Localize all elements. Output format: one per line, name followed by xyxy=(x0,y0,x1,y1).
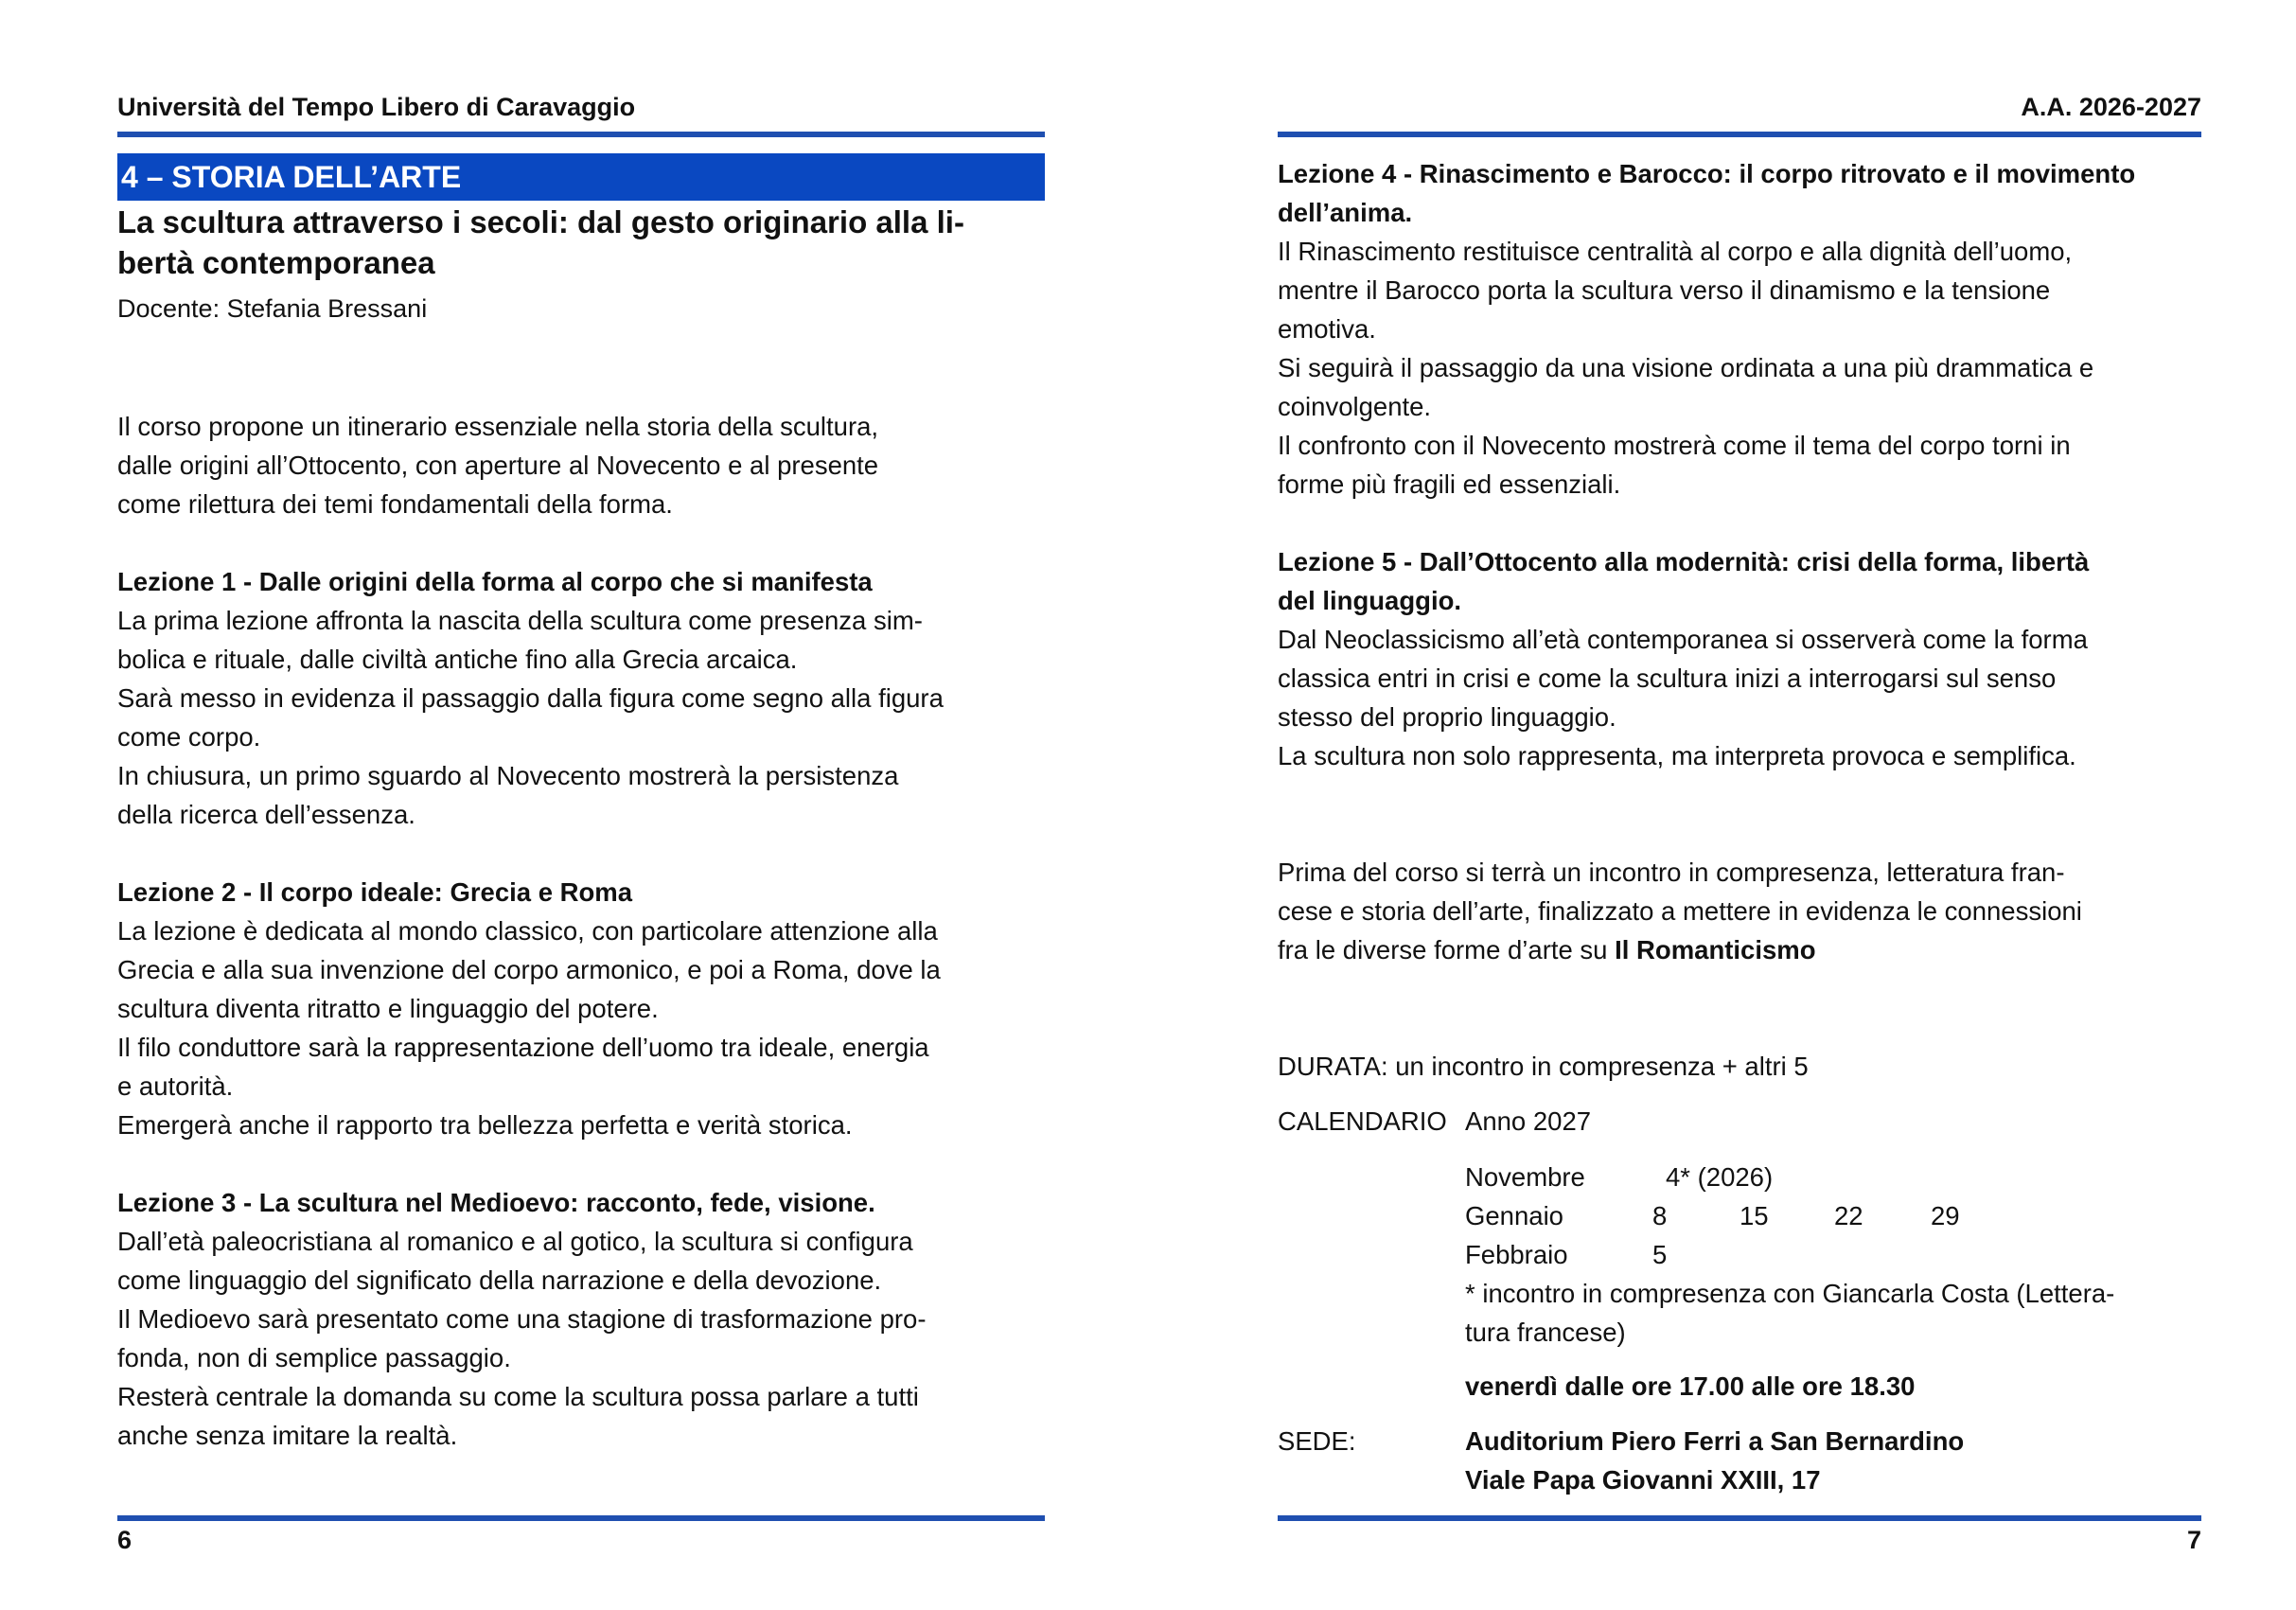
day-item: 4* (2026) xyxy=(1666,1162,1774,1192)
calendar-year: Anno 2027 xyxy=(1465,1106,1592,1136)
footer-rule xyxy=(117,1515,1045,1521)
month-novembre: Novembre xyxy=(1465,1162,1585,1192)
left-page xyxy=(117,0,1045,1610)
left-header: Università del Tempo Libero di Caravaggio xyxy=(117,93,636,121)
lesson-title: Lezione 5 - Dall’Ottocento alla modernità: crisi della forma, libertà xyxy=(1278,547,2090,576)
day-item: 8 xyxy=(1652,1201,1668,1230)
day-item: 15 xyxy=(1740,1201,1769,1230)
copresence-paragraph: Prima del corso si terrà un incontro in compresenza, letteratura fran- cese e storia dell’arte, finalizzato a mettere in evidenza le connessioni fra le diverse forme d’arte su Il Romanticismo xyxy=(1278,858,2082,964)
course-title: La scultura attraverso i secoli: dal gesto originario alla li- bertà contemporanea xyxy=(117,204,964,280)
month-febbraio: Febbraio xyxy=(1465,1240,1568,1269)
right-page xyxy=(1278,0,2201,1610)
venue-label: SEDE: xyxy=(1278,1426,1356,1456)
month-gennaio: Gennaio xyxy=(1465,1201,1563,1230)
lesson-4: Lezione 4 - Rinascimento e Barocco: il corpo ritrovato e il movimento dell’anima. Il Rinascimento restituisce centralità al corpo e alla dignità dell’uomo, mentre il Barocco porta la scultura verso il dinamismo e la tensione emotiva. Si seguirà il passaggio da una visione ordinata a una più drammatica e coinvolgente. Il confronto con il Novecento mostrerà come il tema del corpo torni in forme più fragili ed essenziali. xyxy=(1278,154,2201,504)
lesson-5: Lezione 5 - Dall’Ottocento alla modernità: crisi della forma, libertà del linguaggio. Dal Neoclassicismo all’età contemporanea si osserverà come la forma classica entri in crisi e come la scultura inizi a interrogarsi sul senso stesso del proprio linguaggio. La scultura non solo rappresenta, ma interpreta provoca e semplifica. xyxy=(1278,542,2201,775)
calendar-label: CALENDARIO xyxy=(1278,1106,1447,1136)
footer-rule xyxy=(1278,1515,2201,1521)
lesson-2: Lezione 2 - Il corpo ideale: Grecia e Roma La lezione è dedicata al mondo classico, con particolare attenzione alla Grecia e alla sua invenzione del corpo armonico, e poi a Roma, dove la scultura diventa ritratto e linguaggio del potere. Il filo conduttore sarà la rappresentazione dell’uomo tra ideale, energia e autorità. Emergerà anche il rapporto tra bellezza perfetta e verità storica. xyxy=(117,873,1045,1144)
day-item: 5 xyxy=(1652,1240,1668,1269)
section-title: 4 – STORIA DELL’ARTE xyxy=(117,153,1045,201)
right-header: A.A. 2026-2027 xyxy=(2021,93,2201,121)
venue: Auditorium Piero Ferri a San Bernardino Viale Papa Giovanni XXIII, 17 xyxy=(1465,1426,1965,1495)
lesson-title: Lezione 2 - Il corpo ideale: Grecia e Roma xyxy=(117,877,633,907)
day-item: 22 xyxy=(1834,1201,1863,1230)
schedule: venerdì dalle ore 17.00 alle ore 18.30 xyxy=(1465,1371,1916,1401)
romanticism-label: Il Romanticismo xyxy=(1615,935,1816,964)
day-item: 29 xyxy=(1931,1201,1960,1230)
lesson-title: Lezione 1 - Dalle origini della forma al corpo che si manifesta xyxy=(117,567,873,596)
lesson-1: Lezione 1 - Dalle origini della forma al corpo che si manifesta La prima lezione affronta la nascita della scultura come presenza sim- bolica e rituale, dalle civiltà antiche fino alla Grecia arcaica. Sarà messo in evidenza il passaggio dalla figura come segno alla figura come corpo. In chiusura, un primo sguardo al Novecento mostrerà la persistenza della ricerca dell’essenza. xyxy=(117,562,1045,834)
page-number: 7 xyxy=(2186,1526,2201,1554)
teacher: Docente: Stefania Bressani xyxy=(117,294,428,323)
duration: DURATA: un incontro in compresenza + altri 5 xyxy=(1278,1052,1809,1081)
lesson-3: Lezione 3 - La scultura nel Medioevo: racconto, fede, visione. Dall’età paleocristiana al romanico e al gotico, la scultura si configura come linguaggio del significato della narrazione e della devozione. Il Medioevo sarà presentato come una stagione di trasformazione pro- fonda, non di semplice passaggio. Resterà centrale la domanda su come la scultura possa parlare a tutti anche senza imitare la realtà. xyxy=(117,1183,1045,1455)
lesson-title: Lezione 3 - La scultura nel Medioevo: racconto, fede, visione. xyxy=(117,1188,875,1217)
lesson-title: Lezione 4 - Rinascimento e Barocco: il corpo ritrovato e il movimento xyxy=(1278,159,2136,188)
page-number: 6 xyxy=(117,1526,132,1554)
intro-paragraph: Il corso propone un itinerario essenziale nella storia della scultura, dalle origini all’Ottocento, con aperture al Novecento e al presente come rilettura dei temi fondamentali della forma. xyxy=(117,412,879,519)
header-rule xyxy=(117,132,1045,137)
header-rule xyxy=(1278,132,2201,137)
calendar-note: * incontro in compresenza con Giancarla Costa (Lettera- tura francese) xyxy=(1465,1279,2115,1347)
